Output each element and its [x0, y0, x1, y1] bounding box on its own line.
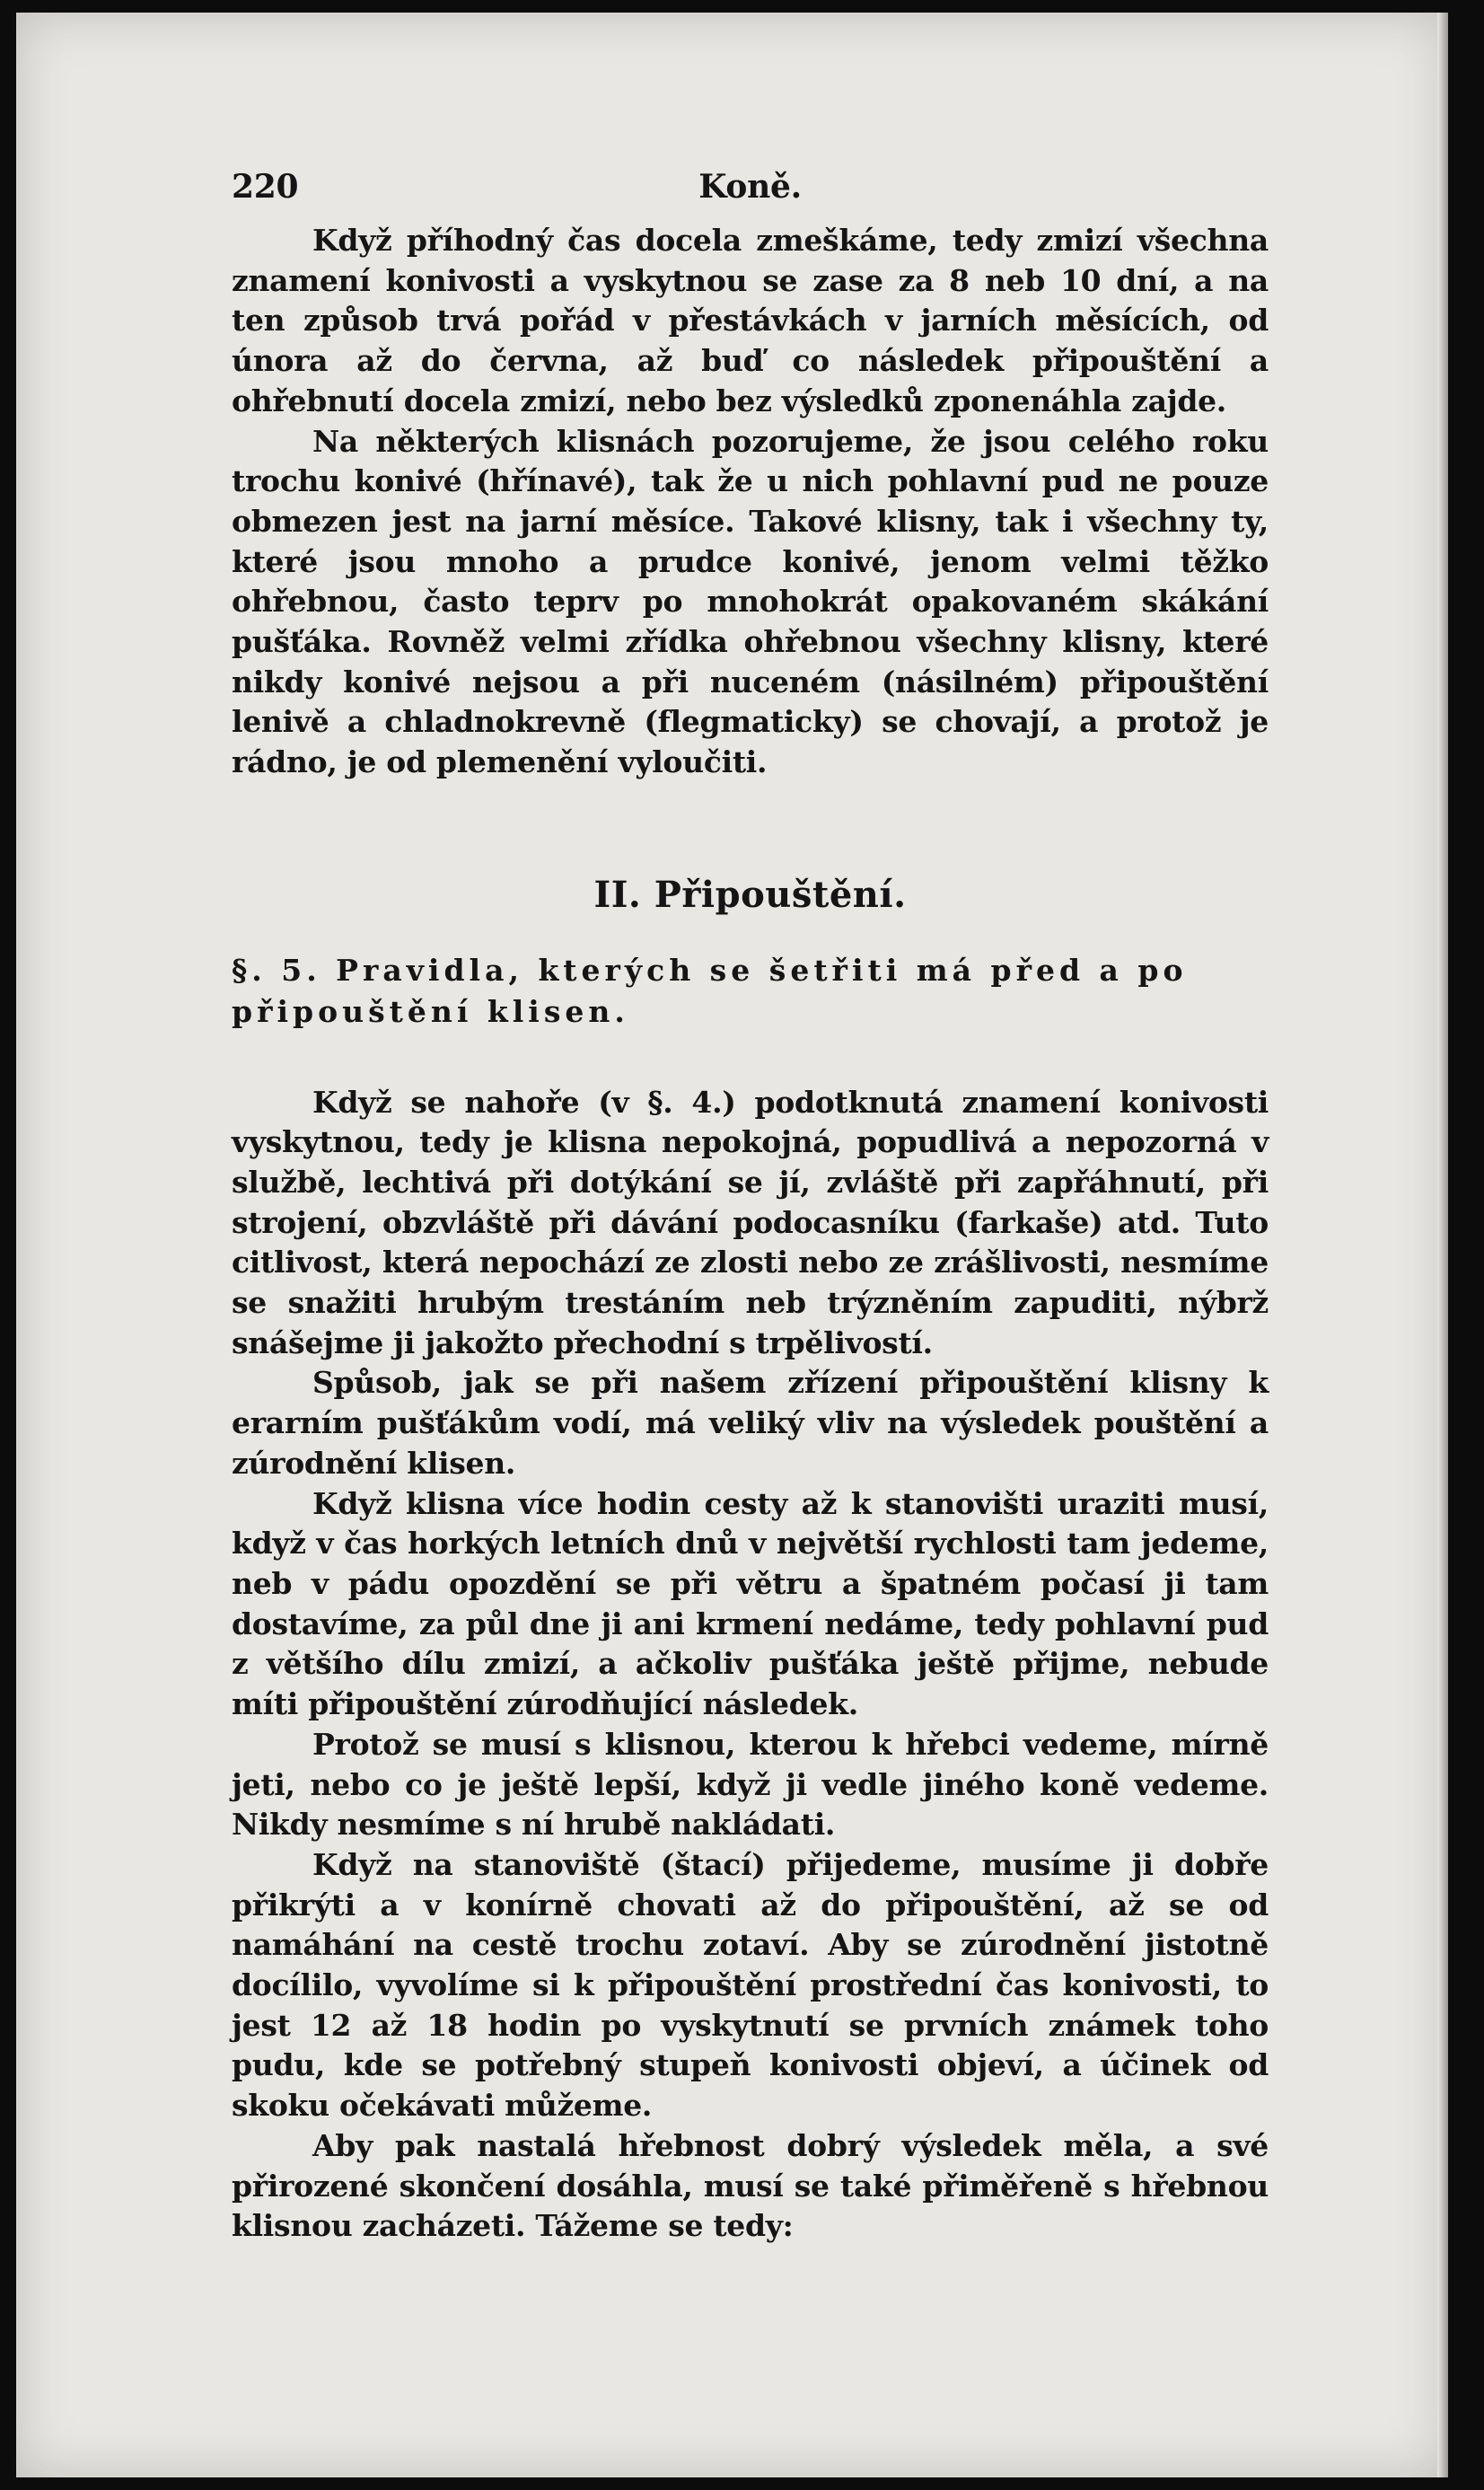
body-paragraph-1: Když se nahoře (v §. 4.) podotknutá znamení konivosti vyskytnou, tedy je klisna nepokojná, popudlivá a nepozorná v službě, lechtivá při dotýkání se jí, zvláště při zapřáhnutí, při strojení, obzvláště při dávání podocasníku (farkaše) atd. Tuto citlivost, která nepochází ze zlosti nebo ze zrášlivosti, nesmíme se snažiti hrubým trestáním neb trýzněním zapuditi, nýbrž snášejme ji jakožto přechodní s trpělivostí.	[232, 1084, 1269, 1360]
section-title: II. Připouštění.	[593, 873, 907, 916]
paragraph-heading-line2: připouštění klisen.	[232, 993, 629, 1029]
page-number: 220	[232, 168, 299, 206]
spacer	[232, 1033, 1269, 1083]
intro-paragraph-2: Na některých klisnách pozorujeme, že jsou celého roku trochu konivé (hřínavé), tak že u nich pohlavní pud ne pouze obmezen jest na jarní měsíce. Takové klisny, tak i všechny ty, které jsou mnoho a prudce konivé, jenom velmi těžko ohřebnou, často teprv po mnohokrát opakovaném skákání pušťáka. Rovněž velmi zřídka ohřebnou všechny klisny, které nikdy konivé nejsou a při nuceném (násilném) připouštění lenivě a chladnokrevně (flegmaticky) se chovají, a protož je rádno, je od plemenění vyloučiti.	[232, 423, 1269, 780]
intro-paragraph-1: Když příhodný čas docela zmeškáme, tedy zmizí všechna znamení konivosti a vyskytnou se zase za 8 neb 10 dní, a na ten způsob trvá pořád v přestávkách v jarních měsících, od února až do června, až buď co následek připouštění a ohřebnutí docela zmizí, nebo bez výsledků zponenáhla zajde.	[232, 223, 1269, 418]
page-gutter-shadow	[1437, 13, 1448, 2477]
running-title: Koně.	[698, 168, 802, 206]
body-paragraph-3: Když klisna více hodin cesty až k stanovišti uraziti musí, když v čas horkých letních dnů v největší rychlosti tam jedeme, neb v pádu opozdění se při větru a špatném počasí ji tam dostavíme, za půl dne ji ani krmení nedáme, tedy pohlavní pud z většího dílu zmizí, a ačkoliv pušťáka ještě přijme, nebude míti připouštění zúrodňující následek.	[232, 1485, 1269, 1722]
body-paragraph-5: Když na stanoviště (štací) přijedeme, musíme ji dobře přikrýti a v konírně chovati až do připouštění, až se od namáhání na cestě trochu zotaví. Aby se zúrodnění jistotně docílilo, vyvolíme si k připouštění prostřední čas konivosti, to jest 12 až 18 hodin po vyskytnutí se prvních známek toho pudu, kde se potřebný stupeň konivosti objeví, a účinek od skoku očekávati můžeme.	[232, 1846, 1269, 2124]
page-content	[232, 162, 1269, 2247]
running-header	[232, 162, 1269, 221]
body-paragraph-2: Spůsob, jak se při našem zřízení připouštění klisny k erarním pušťákům vodí, má veliký vliv na výsledek pouštění a zúrodnění klisen.	[232, 1365, 1269, 1481]
paragraph-heading	[232, 950, 1269, 1033]
paragraph-heading-line1: §. 5. Pravidla, kterých se šetřiti má před a po	[232, 952, 1188, 988]
body-paragraph-4: Protož se musí s klisnou, kterou k hřebci vedeme, mírně jeti, nebo co je ještě lepší, když ji vedle jiného koně vedeme. Nikdy nesmíme s ní hrubě nakládati.	[232, 1726, 1269, 1843]
body-paragraph-6: Aby pak nastalá hřebnost dobrý výsledek měla, a své přirozené skončení dosáhla, musí se také přiměřeně s hřebnou klisnou zacházeti. Tážeme se tedy:	[232, 2127, 1269, 2244]
